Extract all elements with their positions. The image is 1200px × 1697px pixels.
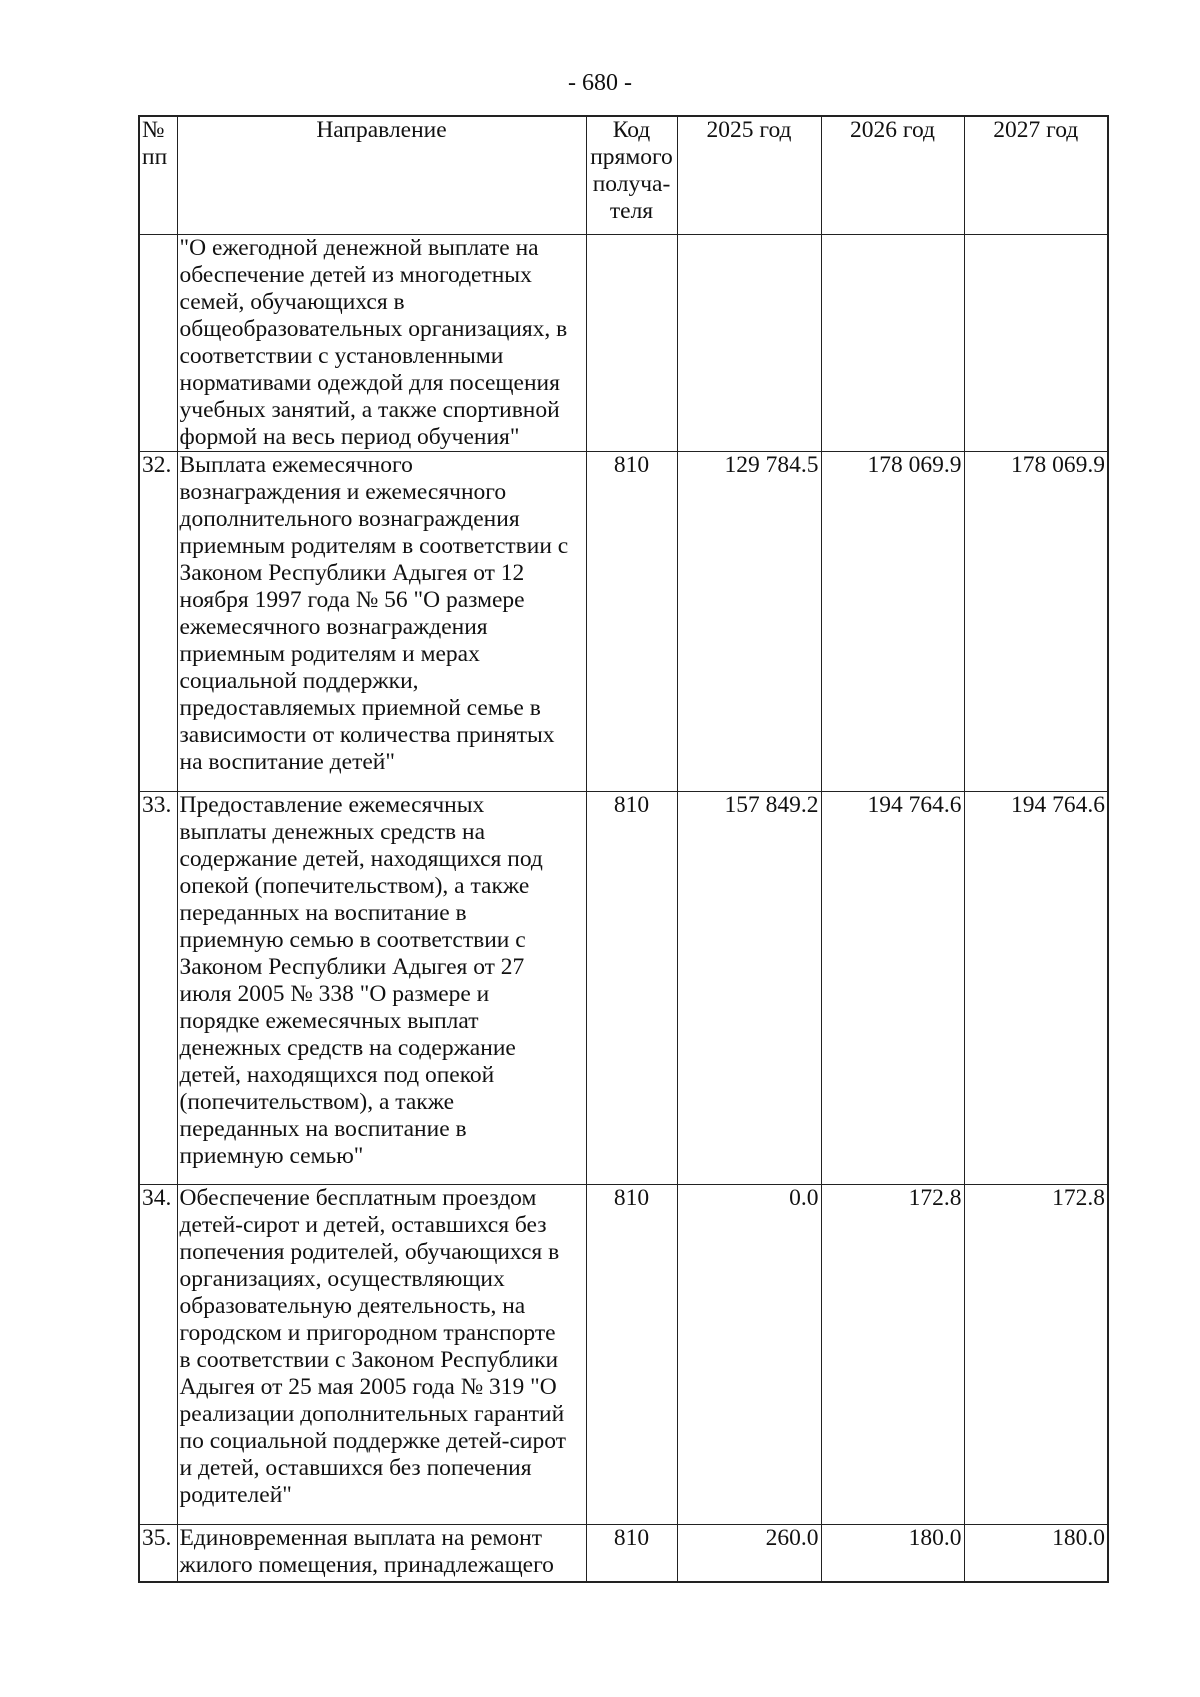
budget-table xyxy=(138,115,1109,1583)
row-num xyxy=(139,235,177,452)
table-row xyxy=(139,1185,1108,1525)
row-code: 810 xyxy=(586,1525,677,1583)
row-value-2025: 157 849.2 xyxy=(677,792,821,1185)
header-code: Код прямого получа- теля xyxy=(586,116,677,235)
row-num: 33. xyxy=(139,792,177,1185)
header-num: № пп xyxy=(139,116,177,235)
header-2027: 2027 год xyxy=(964,116,1108,235)
row-direction: Единовременная выплата на ремонт жилого помещения, принадлежащего xyxy=(177,1525,586,1583)
table-row xyxy=(139,235,1108,452)
row-value-2027: 194 764.6 xyxy=(964,792,1108,1185)
row-code xyxy=(586,235,677,452)
row-code: 810 xyxy=(586,452,677,792)
row-value-2026: 180.0 xyxy=(821,1525,964,1583)
row-num: 35. xyxy=(139,1525,177,1583)
header-direction: Направление xyxy=(177,116,586,235)
table-header-row xyxy=(139,116,1108,235)
table-row xyxy=(139,452,1108,792)
header-2026: 2026 год xyxy=(821,116,964,235)
row-direction: Предоставление ежемесячных выплаты денежных средств на содержание детей, находящихся под опекой (попечительством), а также переданных на воспитание в приемную семью в соответствии с Законом Республики Адыгея от 27 июля 2005 № 338 "О размере и порядке ежемесячных выплат денежных средств на содержание детей, находящихся под опекой (попечительством), а также переданных на воспитание в приемную семью" xyxy=(177,792,586,1185)
row-value-2027: 180.0 xyxy=(964,1525,1108,1583)
row-direction: Обеспечение бесплатным проездом детей-сирот и детей, оставшихся без попечения родителей, обучающихся в организациях, осуществляющих образовательную деятельность, на городском и пригородном транспорте в соответствии с Законом Республики Адыгея от 25 мая 2005 года № 319 "О реализации дополнительных гарантий по социальной поддержке детей-сирот и детей, оставшихся без попечения родителей" xyxy=(177,1185,586,1525)
row-value-2027: 178 069.9 xyxy=(964,452,1108,792)
row-num: 34. xyxy=(139,1185,177,1525)
row-value-2025: 0.0 xyxy=(677,1185,821,1525)
row-value-2025: 129 784.5 xyxy=(677,452,821,792)
row-value-2026: 178 069.9 xyxy=(821,452,964,792)
row-value-2026 xyxy=(821,235,964,452)
row-value-2027 xyxy=(964,235,1108,452)
row-value-2026: 172.8 xyxy=(821,1185,964,1525)
row-value-2025 xyxy=(677,235,821,452)
page-number: - 680 - xyxy=(568,70,632,96)
row-direction: Выплата ежемесячного вознаграждения и ежемесячного дополнительного вознаграждения приемным родителям в соответствии с Законом Республики Адыгея от 12 ноября 1997 года № 56 "О размере ежемесячного вознаграждения приемным родителям и мерах социальной поддержки, предоставляемых приемной семье в зависимости от количества принятых на воспитание детей" xyxy=(177,452,586,792)
row-direction: "О ежегодной денежной выплате на обеспечение детей из многодетных семей, обучающихся в общеобразовательных организациях, в соответствии с установленными нормативами одеждой для посещения учебных занятий, а также спортивной формой на весь период обучения" xyxy=(177,235,586,452)
row-value-2026: 194 764.6 xyxy=(821,792,964,1185)
row-code: 810 xyxy=(586,792,677,1185)
row-num: 32. xyxy=(139,452,177,792)
row-code: 810 xyxy=(586,1185,677,1525)
row-value-2027: 172.8 xyxy=(964,1185,1108,1525)
table-row xyxy=(139,1525,1108,1583)
table-row xyxy=(139,792,1108,1185)
header-2025: 2025 год xyxy=(677,116,821,235)
row-value-2025: 260.0 xyxy=(677,1525,821,1583)
